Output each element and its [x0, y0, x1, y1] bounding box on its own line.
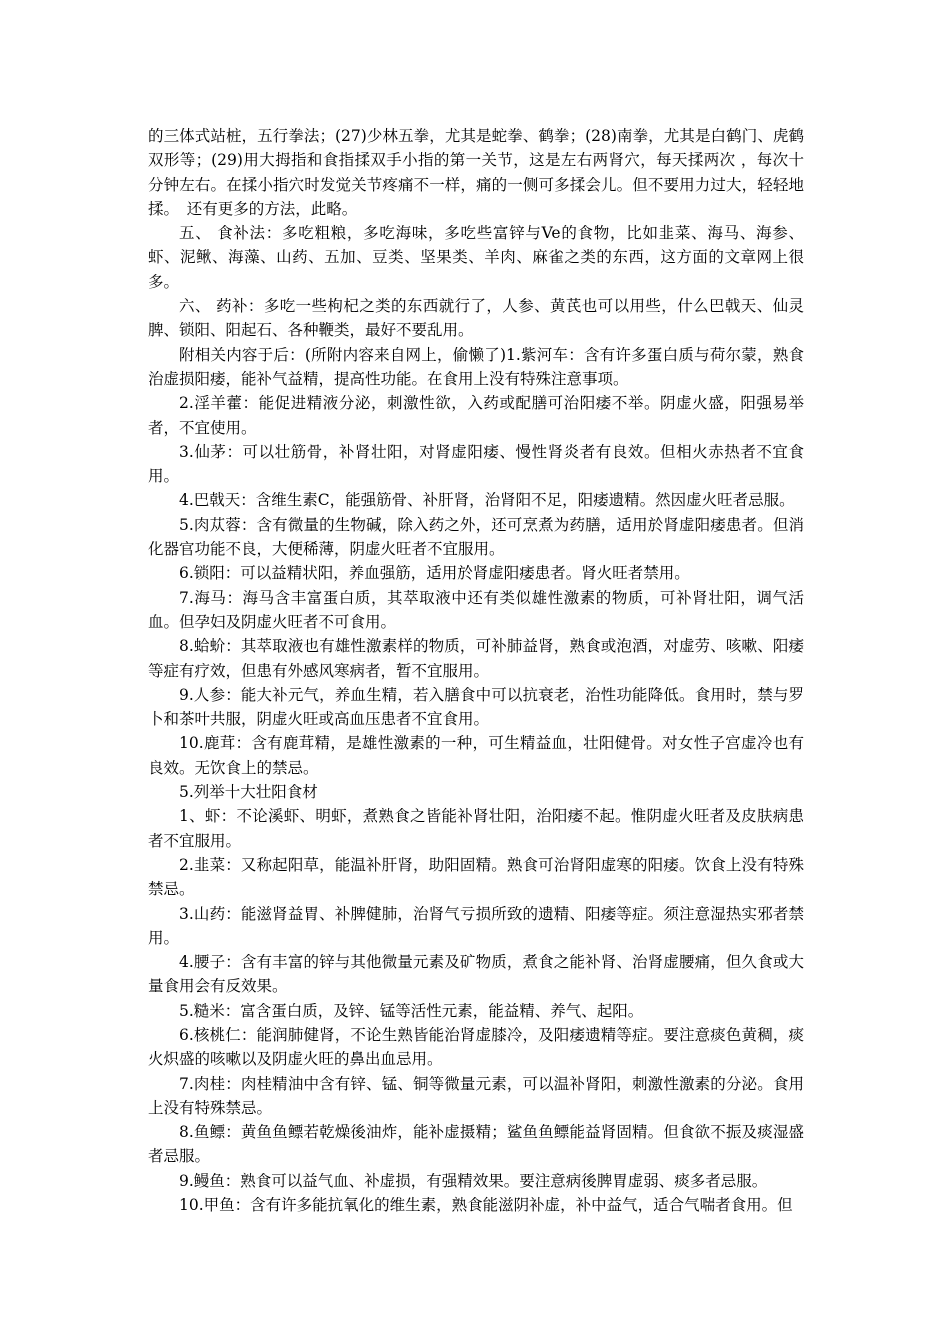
paragraph: 六、 药补：多吃一些枸杞之类的东西就行了，人参、黄芪也可以用些，什么巴戟天、仙灵脾、锁阳、阳起石、各种鞭类，最好不要乱用。 — [148, 297, 804, 340]
paragraph: 3.山药：能滋肾益胃、补脾健肺，治肾气亏损所致的遗精、阳痿等症。须注意湿热实邪者禁用。 — [148, 904, 804, 947]
paragraph: 8.蛤蚧：其萃取液也有雄性激素样的物质，可补肺益肾，熟食或泡酒，对虚劳、咳嗽、阳痿等症有疗效，但患有外感风寒病者，暂不宜服用。 — [148, 637, 804, 680]
paragraph: 10.鹿茸：含有鹿茸精，是雄性激素的一种，可生精益血，壮阳健骨。对女性子宫虚冷也有良效。无饮食上的禁忌。 — [148, 734, 804, 777]
paragraph: 1、虾：不论溪虾、明虾，煮熟食之皆能补肾壮阳，治阳痿不起。惟阴虚火旺者及皮肤病患者不宜服用。 — [148, 807, 804, 850]
paragraph: 3.仙茅：可以壮筋骨，补肾壮阳，对肾虚阳痿、慢性肾炎者有良效。但相火赤热者不宜食用。 — [148, 442, 804, 486]
paragraph: 7.肉桂：肉桂精油中含有锌、锰、铜等微量元素，可以温补肾阳，刺激性激素的分泌。食用上没有特殊禁忌。 — [148, 1074, 804, 1117]
paragraph: 4.巴戟天：含维生素C，能强筋骨、补肝肾，治肾阳不足，阳痿遗精。然因虚火旺者忌服。 — [179, 491, 795, 510]
paragraph: 6.核桃仁：能润肺健肾，不论生熟皆能治肾虚膝冷，及阳痿遗精等症。要注意痰色黄稠，痰火炽盛的咳嗽以及阴虚火旺的鼻出血忌用。 — [148, 1025, 804, 1069]
paragraph: 2.韭菜：又称起阳草，能温补肝肾，助阳固精。熟食可治肾阳虚寒的阳痿。饮食上没有特殊禁忌。 — [148, 855, 804, 899]
paragraph: 5.糙米：富含蛋白质，及锌、锰等活性元素，能益精、养气、起阳。 — [179, 1001, 644, 1020]
paragraph: 6.锁阳：可以益精状阳，养血强筋，适用於肾虚阳痿患者。肾火旺者禁用。 — [179, 564, 690, 583]
paragraph: 五、 食补法：多吃粗粮，多吃海味，多吃些富锌与Ve的食物，比如韭菜、海马、海参、虾、泥鳅、海藻、山药、五加、豆类、坚果类、羊肉、麻雀之类的东西，这方面的文章网上很多。 — [148, 224, 804, 291]
paragraph: 附相关内容于后：(所附内容来自网上，偷懒了)1.紫河车：含有许多蛋白质与荷尔蒙，熟食治虚损阳痿，能补气益精，提高性功能。在食用上没有特殊注意事项。 — [148, 345, 804, 388]
paragraph: 9.人参：能大补元气，养血生精，若入膳食中可以抗衰老，治性功能降低。食用时，禁与罗卜和茶叶共服，阴虚火旺或高血压患者不宜食用。 — [148, 685, 804, 729]
paragraph: 2.淫羊藿：能促进精液分泌，刺激性欲，入药或配膳可治阳痿不举。阴虚火盛，阳强易举者，不宜使用。 — [148, 394, 804, 437]
paragraph: 4.腰子：含有丰富的锌与其他微量元素及矿物质，煮食之能补肾、治肾虚腰痛，但久食或大量食用会有反效果。 — [148, 953, 804, 996]
paragraph: 7.海马：海马含丰富蛋白质，其萃取液中还有类似雄性激素的物质，可补肾壮阳，调气活血。但孕妇及阴虚火旺者不可食用。 — [148, 588, 804, 631]
section-heading: 5.列举十大壮阳食材 — [179, 783, 318, 802]
paragraph: 5.肉苁蓉：含有微量的生物碱，除入药之外，还可烹煮为药膳，适用於肾虚阳痿患者。但消化器官功能不良，大便稀薄，阴虚火旺者不宜服用。 — [148, 515, 804, 559]
paragraph: 10.甲鱼：含有许多能抗氧化的维生素，熟食能滋阴补虚，补中益气，适合气喘者食用。但 — [179, 1196, 793, 1215]
paragraph: 8.鱼鳔：黄鱼鱼鳔若乾燥後油炸，能补虚摄精；鲨鱼鱼鳔能益肾固精。但食欲不振及痰湿盛者忌服。 — [148, 1123, 804, 1166]
paragraph: 的三体式站桩，五行拳法；(27)少林五拳，尤其是蛇拳、鹤拳；(28)南拳，尤其是白鹤门、虎鹤双形等；(29)用大拇指和食指揉双手小指的第一关节，这是左右两肾穴，每天揉两次 ，每次十分钟左右。在揉小指穴时发觉关节疼痛不一样，痛的一侧可多揉会儿。但不要用力过大，轻轻地揉。 还有更多的方法，此略。 — [148, 127, 804, 218]
document-body — [148, 124, 804, 1217]
paragraph: 9.鳗鱼：熟食可以益气血、补虚损，有强精效果。要注意病後脾胃虚弱、痰多者忌服。 — [179, 1171, 768, 1190]
